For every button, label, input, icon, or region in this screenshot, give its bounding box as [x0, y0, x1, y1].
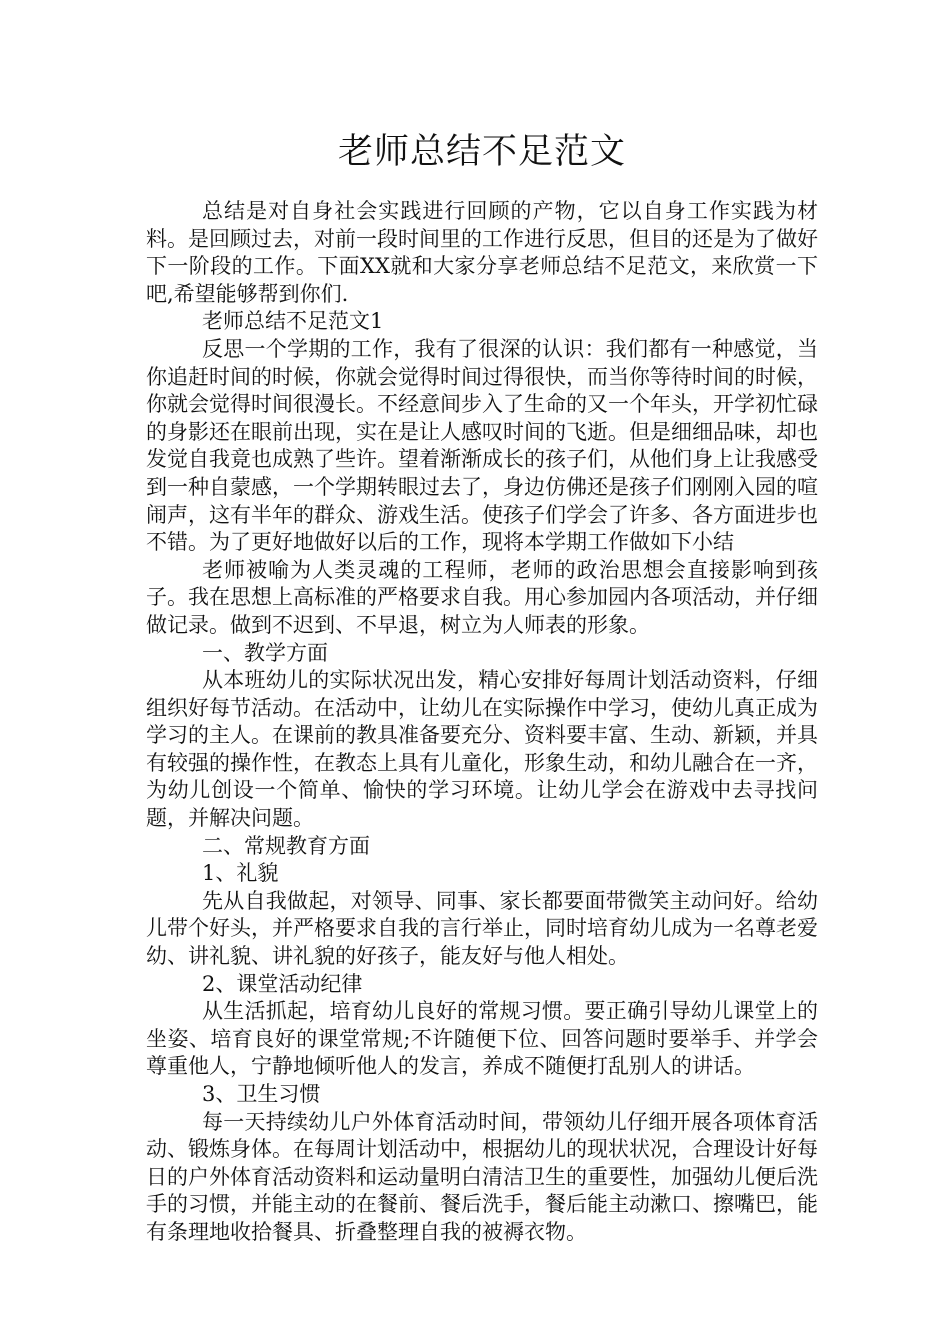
document-title: 老师总结不足范文: [337, 132, 626, 172]
body-paragraph: 从生活抓起，培育幼儿良好的常规习惯。要正确引导幼儿课堂上的坐姿、培育良好的课堂常规;不许随便下位、回答问题时要举手、并学会尊重他人，宁静地倾听他人的发言，养成不随便打乱别人的讲话。: [146, 999, 818, 1079]
document-page: [146, 128, 818, 1247]
section-heading: 老师总结不足范文1: [202, 309, 384, 334]
intro-paragraph: 总结是对自身社会实践进行回顾的产物，它以自身工作实践为材料。是回顾过去，对前一段时间里的工作进行反思，但目的还是为了做好下一阶段的工作。下面XX就和大家分享老师总结不足范文，来欣赏一下吧,希望能够帮到你们.: [146, 199, 818, 306]
body-paragraph: 每一天持续幼儿户外体育活动时间，带领幼儿仔细开展各项体育活动、锻炼身体。在每周计划活动中，根据幼儿的现状状况，合理设计好每日的户外体育活动资料和运动量明白清洁卫生的重要性，加强幼儿便后洗手的习惯，并能主动的在餐前、餐后洗手，餐后能主动漱口、擦嘴巴，能有条理地收拾餐具、折叠整理自我的被褥衣物。: [146, 1109, 818, 1244]
body-paragraph: 反思一个学期的工作，我有了很深的认识：我们都有一种感觉，当你追赶时间的时候，你就会觉得时间过得很快，而当你等待时间的时候，你就会觉得时间很漫长。不经意间步入了生命的又一个年头，开学初忙碌的身影还在眼前出现，实在是让人感叹时间的飞逝。但是细细品味，却也发觉自我竟也成熟了些许。望着渐渐成长的孩子们，从他们身上让我感受到一种自蒙感，一个学期转眼过去了，身边仿佛还是孩子们刚刚入园的喧闹声，这有半年的群众、游戏生活。使孩子们学会了许多、各方面进步也不错。为了更好地做好以后的工作，现将本学期工作做如下小结: [146, 336, 818, 555]
section-heading: 二、常规教育方面: [202, 833, 370, 858]
section-heading: 一、教学方面: [202, 640, 328, 665]
body-paragraph: 从本班幼儿的实际状况出发，精心安排好每周计划活动资料，仔细组织好每节活动。在活动中，让幼儿在实际操作中学习，使幼儿真正成为学习的主人。在课前的教具准备要充分、资料要丰富、生动、新颖，并具有较强的操作性，在教态上具有儿童化，形象生动，和幼儿融合在一齐，为幼儿创设一个简单、愉快的学习环境。让幼儿学会在游戏中去寻找问题，并解决问题。: [146, 668, 818, 831]
body-paragraph: 老师被喻为人类灵魂的工程师，老师的政治思想会直接影响到孩子。我在思想上高标准的严格要求自我。用心参加园内各项活动，并仔细做记录。做到不迟到、不早退，树立为人师表的形象。: [146, 557, 818, 637]
subsection-heading: 1、礼貌: [202, 861, 279, 886]
subsection-heading: 2、课堂活动纪律: [202, 971, 363, 996]
body-paragraph: 先从自我做起，对领导、同事、家长都要面带微笑主动问好。给幼儿带个好头，并严格要求自我的言行举止，同时培育幼儿成为一名尊老爱幼、讲礼貌、讲礼貌的好孩子，能友好与他人相处。: [146, 888, 818, 969]
subsection-heading: 3、卫生习惯: [202, 1082, 321, 1106]
